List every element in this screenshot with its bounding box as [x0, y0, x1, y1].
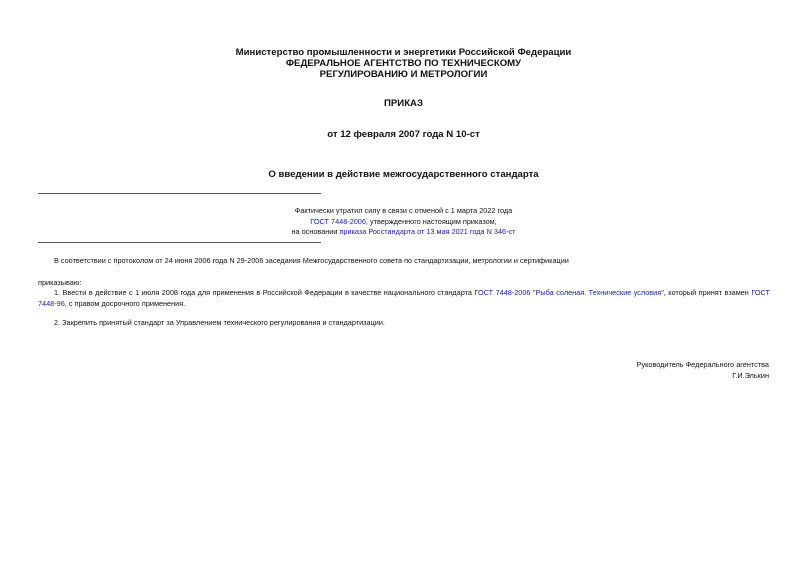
repeal-note-line1: Фактически утратил силу в связи с отменой с 1 марта 2022 года — [294, 206, 513, 215]
basis-paragraph: В соответствии с протоколом от 24 июня 2006 года N 29-2006 заседания Межгосударственного совета по стандартизации, метрологии и сертификации — [54, 256, 569, 265]
gost-7448-2006-item-link[interactable]: ГОСТ 7448-2006 — [474, 288, 531, 297]
repeal-note-line2-text: , утвержденного настоящим приказом, — [365, 216, 497, 226]
document-title: О введении в действие межгосударственного стандарта — [268, 169, 539, 180]
gost-7448-2006-link[interactable]: ГОСТ 7448-2006 — [310, 216, 366, 226]
signatory-name: Г.И.Элькин — [732, 371, 769, 380]
ministry-name: Министерство промышленности и энергетики Российской Федерации — [235, 47, 572, 58]
signature-block — [637, 359, 769, 381]
repeal-note-line2 — [0, 217, 807, 228]
item-2-paragraph: 2. Закрепить принятый стандарт за Управлением технического регулирования и стандартизации. — [54, 318, 385, 327]
header-block — [0, 47, 807, 80]
order-label: ПРИКАЗ — [384, 98, 423, 109]
decree-word: приказываю: — [38, 278, 82, 287]
rosstandart-order-link[interactable]: приказа Росстандарта от 13 мая 2021 года N 346-ст — [339, 227, 516, 236]
repeal-note — [0, 206, 807, 238]
standard-title-link[interactable]: Рыба соленая. Технические условия — [535, 288, 662, 297]
item1-text-c: ", который принят взамен — [661, 288, 752, 297]
item1-text-a: 1. Ввести в действие с 1 июля 2008 года для применения в Российской Федерации в качестве национального стандарта — [54, 288, 475, 297]
gost-7448-96-link[interactable]: ГОСТ 7448-96 — [38, 288, 771, 308]
repeal-note-line3-text: на основании — [291, 227, 340, 236]
agency-name-line2: РЕГУЛИРОВАНИЮ И МЕТРОЛОГИИ — [319, 69, 488, 80]
signatory-position: Руководитель Федерального агентства — [636, 360, 769, 369]
repeal-note-line3 — [0, 227, 807, 238]
item1-text-b: " — [530, 288, 536, 297]
item-1-paragraph — [38, 288, 770, 310]
order-date: от 12 февраля 2007 года N 10-ст — [327, 129, 480, 140]
divider-top — [38, 193, 321, 194]
agency-name-line1: ФЕДЕРАЛЬНОЕ АГЕНТСТВО ПО ТЕХНИЧЕСКОМУ — [285, 58, 522, 69]
item1-text-d: , с правом досрочного применения. — [64, 298, 186, 308]
divider-bottom — [38, 242, 321, 243]
